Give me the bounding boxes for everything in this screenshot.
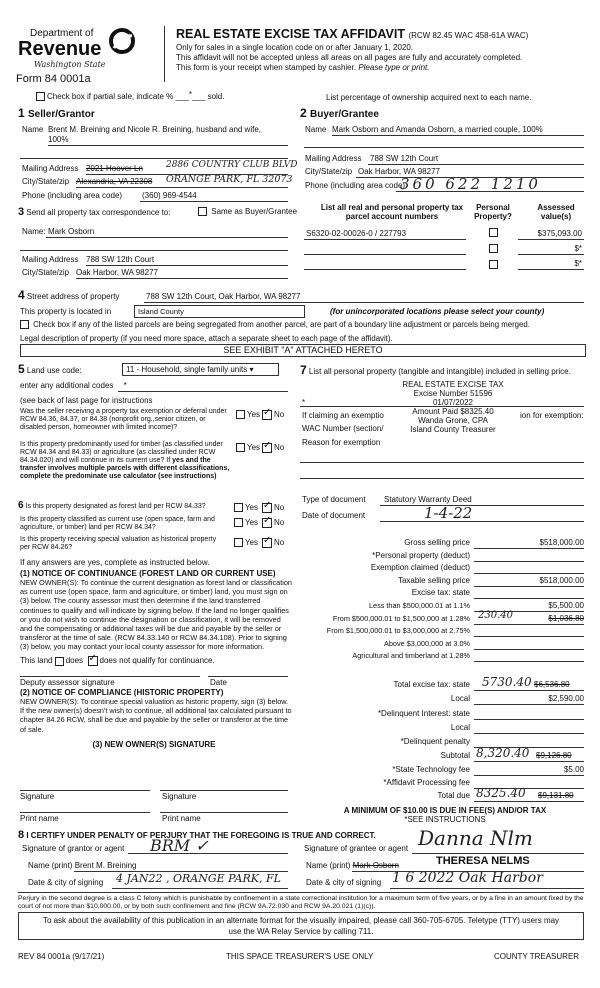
q-exemption-no[interactable]: ✓ No bbox=[262, 410, 284, 420]
corr-same[interactable]: Same as Buyer/Grantee bbox=[198, 207, 297, 216]
grantee-name-handwritten: THERESA NELMS bbox=[436, 855, 530, 867]
header-line1: Only for sales in a single location code on or after January 1, 2020. bbox=[176, 43, 414, 52]
calc-row-label: Above $3,000,000 at 3.0% bbox=[383, 639, 470, 648]
q-current-use-yes[interactable]: Yes bbox=[234, 518, 258, 527]
personal-checkbox-3[interactable] bbox=[489, 260, 500, 269]
subtotal-label: Subtotal bbox=[440, 751, 470, 760]
corr-mail: 788 SW 12th Court bbox=[86, 255, 155, 264]
q-forest-yes[interactable]: Yes bbox=[234, 503, 258, 512]
due-label: Total due bbox=[437, 791, 470, 800]
partial-right: List percentage of ownership acquired next to each name. bbox=[326, 93, 532, 102]
corr-name: Mark Osborn bbox=[48, 227, 95, 236]
q-historic: Is this property receiving special valuation as historical property per RCW 84.26? bbox=[20, 536, 217, 551]
assessed-1: $375,093.00 bbox=[537, 229, 582, 238]
buyer-name-label: Name bbox=[305, 125, 327, 134]
seller-heading: 1 Seller/Grantor bbox=[18, 106, 95, 120]
seller-mail-label: Mailing Address bbox=[22, 164, 79, 173]
partial-sale[interactable]: Check box if partial sale, indicate % ___*___ sold. bbox=[36, 92, 224, 101]
seller-phone-label: Phone (including area code) bbox=[22, 191, 123, 200]
tech-value: $5.00 bbox=[563, 765, 584, 774]
calc-row-label: From $1,500,000.01 to $3,000,000 at 2.75% bbox=[326, 626, 470, 635]
q-timber-yes[interactable]: Yes bbox=[236, 443, 260, 452]
calc-row-label: *Personal property (deduct) bbox=[372, 551, 470, 560]
claim-exemption: If claiming an exemptio bbox=[302, 411, 384, 420]
calc-row-value: $518,000.00 bbox=[539, 576, 584, 585]
grantee-date-label: Date & city of signing bbox=[306, 878, 382, 887]
footer-rev: REV 84 0001a (9/17/21) bbox=[18, 952, 105, 961]
grantee-date-handwritten: 1 6 2022 Oak Harbor bbox=[392, 870, 543, 886]
doc-type: Statutory Warranty Deed bbox=[384, 495, 472, 504]
see-instructions: *SEE INSTRUCTIONS bbox=[404, 815, 486, 824]
deputy-sig: Deputy assessor signature bbox=[20, 678, 115, 687]
doc-type-label: Type of document bbox=[302, 495, 366, 504]
seller-name: Brent M. Breining and Nicole R. Breining, husband and wife, bbox=[48, 125, 262, 134]
buyer-phone-label: Phone (including area code) bbox=[305, 181, 406, 190]
q-current-use-no[interactable]: ✓ No bbox=[262, 518, 284, 528]
grantor-signature: BRM ✓ bbox=[150, 836, 209, 855]
buyer-mail: 788 SW 12th Court bbox=[370, 154, 439, 163]
delinq-local-label: Local bbox=[450, 723, 470, 732]
delinq-state-label: *Delinquent Interest: state bbox=[377, 709, 470, 718]
perjury-notice: Perjury in the second degree is a class C felony which is punishable by confinement in a state correctional institution for a maximum term of five years, or by a fine in an amount fixed by the court of not more than $10,000.00, or by both such confinement and fine (RCW 9A.72.030 and RCW 9A.20.021 (1)(c)). bbox=[18, 892, 584, 911]
buyer-mail-label: Mailing Address bbox=[305, 154, 362, 163]
parcel-header-1: List all real and personal property tax parcel account numbers bbox=[320, 203, 464, 221]
buyer-city: Oak Harbor, WA 98277 bbox=[358, 167, 440, 176]
wac-number: WAC Number (section/ bbox=[302, 424, 384, 433]
form-number: Form 84 0001a bbox=[16, 73, 91, 85]
owner-print-1: Print name bbox=[20, 814, 59, 823]
landuse-select[interactable]: 11 - Household, single family units ▾ bbox=[122, 363, 279, 376]
notice2-heading: (2) NOTICE OF COMPLIANCE (HISTORIC PROPERTY) bbox=[20, 688, 224, 697]
local-label: Local bbox=[450, 694, 470, 703]
owner-sig-2: Signature bbox=[162, 792, 197, 801]
doc-date-label: Date of document bbox=[302, 511, 366, 520]
total-state-label: Total excise tax: state bbox=[393, 680, 470, 689]
form-title: REAL ESTATE EXCISE TAX AFFIDAVIT (RCW 82.45 WAC 458-61A WAC) bbox=[176, 27, 529, 41]
q-exemption-yes[interactable]: Yes bbox=[236, 410, 260, 419]
seller-city-label: City/State/zip bbox=[22, 177, 70, 186]
q-forest-no[interactable]: ✓ No bbox=[262, 503, 284, 513]
q-current-use: Is this property classified as current use (open space, farm and agriculture, or timber) land per RCW 84.34? bbox=[20, 516, 215, 531]
header-line3: This form is your receipt when stamped by cashier. Please type or print. bbox=[176, 63, 430, 72]
logo-state: Washington State bbox=[34, 60, 106, 69]
segregate-row[interactable]: Check box if any of the listed parcels are being segregated from another parcel, are part of a boundary line adjustment or parcels being merged. bbox=[20, 320, 530, 329]
parcel-row-1: S6320-02-00026-0 / 227793 bbox=[306, 229, 407, 238]
calc-row-label: From $500,000.01 to $1,500,000 at 1.28% bbox=[332, 614, 470, 623]
personal-checkbox-2[interactable] bbox=[489, 244, 500, 253]
treasurer-stamp: REAL ESTATE EXCISE TAX Excise Number 51596 01/07/2022 Amount Paid $8325.40 Wanda Grone, CPA Island County Treasurer bbox=[388, 380, 518, 434]
seller-city-old: Alexandria, VA 22308 bbox=[76, 177, 153, 186]
q-timber: Is this property predominantly used for timber (as classified under RCW 84.34 and 84.33) or agriculture (as classified under RCW 84.34.020) and will continue in its current use? If yes and the transfer involves multiple parcels with different classifications, complete the predominate use calculator (see instructions) bbox=[20, 441, 230, 480]
corr-name-label: Name: bbox=[22, 227, 46, 236]
buyer-heading: 2 Buyer/Grantee bbox=[300, 106, 379, 120]
subtotal-handwritten: 8,320.40 bbox=[476, 746, 530, 760]
assessed-3: $* bbox=[574, 259, 582, 268]
corr-city-label: City/State/zip bbox=[22, 268, 70, 277]
notice2-text: NEW OWNER(S): To continue special valuation as historic property, sign (3) below. If the new owner(s) doesn't wish to continue, all additional tax calculated pursuant to chapter 84.26 RCW, shall be due and payable by the seller or transferor at the time of sale. bbox=[20, 697, 292, 734]
logo-swirl-icon bbox=[108, 26, 136, 58]
grantee-sig-label: Signature of grantee or agent bbox=[304, 844, 409, 853]
calc-row-label: Gross selling price bbox=[404, 538, 470, 547]
logo-revenue: Revenue bbox=[18, 38, 102, 60]
owner-print-2: Print name bbox=[162, 814, 201, 823]
seller-phone: (360) 969-4544 bbox=[142, 191, 197, 200]
q-exemption: Was the seller receiving a property tax exemption or deferral under RCW 84.36, 84.37, or 84.38 (nonprofit org.,senior citizen, or disabled person, homeowner with limited income)? bbox=[20, 408, 227, 431]
seller-mail-old: 2021 Hoover Ln bbox=[86, 164, 143, 173]
accessibility-notice: To ask about the availability of this publication in an alternate format for the visually impaired, please call 360-705-6705. Teletype (TTY) users may use the WA Relay Service by calling 711. bbox=[18, 912, 584, 940]
parcel-header-3: Assessed value(s) bbox=[537, 203, 575, 221]
q-forest: 6 Is this property designated as forest land per RCW 84.33? bbox=[18, 500, 206, 511]
if-any: If any answers are yes, complete as instructed below. bbox=[20, 558, 210, 567]
corr-city: Oak Harbor, WA 98277 bbox=[76, 268, 158, 277]
seller-name2: 100% bbox=[48, 135, 69, 144]
notice1-text: NEW OWNER(S): To continue the current designation as forest land or classification as current use (open space, farm and agriculture, or timber) land, you must sign on (3) below. The county assessor must then determine if the land transferred continues to qualify and will indicate by signing below. If the land no longer qualifies or you do not wish to continue the designation or classification, it will be removed and the compensating or additional taxes will be due and payable by the seller or transferor at the time of sale. (RCW 84.33.140 or RCW 84.34.108). Prior to signing (3) below, you may contact your local county assessor for more information. bbox=[20, 578, 292, 652]
same-as-buyer-checkbox[interactable] bbox=[198, 207, 207, 216]
total-state-handwritten: 5730.40 bbox=[482, 675, 532, 689]
calc-row-value: $1,036.80 bbox=[548, 614, 584, 623]
aff-label: *Affidavit Processing fee bbox=[383, 778, 470, 787]
street-address: 788 SW 12th Court, Oak Harbor, WA 98277 bbox=[146, 292, 301, 301]
notice1-heading: (1) NOTICE OF CONTINUANCE (FOREST LAND OR CURRENT USE) bbox=[20, 569, 276, 578]
grantee-signature: Danna Nlm bbox=[418, 826, 533, 850]
see-back: (see back of last page for instructions bbox=[20, 396, 153, 405]
calc-row-label: Agricultural and timberland at 1.28% bbox=[352, 651, 470, 660]
corr-mail-label: Mailing Address bbox=[22, 255, 79, 264]
buyer-name: Mark Osborn and Amanda Osborn, a married couple, 100% bbox=[332, 125, 543, 134]
delinq-pen-label: *Delinquent penalty bbox=[400, 737, 470, 746]
footer-center: THIS SPACE TREASURER'S USE ONLY bbox=[226, 952, 374, 961]
tier2-handwritten: 230.40 bbox=[478, 610, 513, 621]
parcel-header-2: Personal Property? bbox=[474, 203, 512, 221]
seller-mail-handwritten: 2886 COUNTRY CLUB BLVD bbox=[166, 160, 298, 170]
county-select[interactable]: Island County bbox=[134, 305, 305, 318]
corr-label: 3 Send all property tax correspondence to: bbox=[18, 206, 171, 218]
seller-city-handwritten: ORANGE PARK, FL 32073 bbox=[166, 174, 293, 185]
does-not-checkbox[interactable] bbox=[88, 656, 98, 666]
partial-checkbox[interactable] bbox=[36, 92, 45, 101]
affidavit-page: Department of Revenue Washington State Form 84 0001a REAL ESTATE EXCISE TAX AFFIDAVIT (RCW 82.45 WAC 458-61A WAC) Only for sales in a single location code on or after January 1, 2020. This affidavit will not be accepted unless all areas on all pages are fully and accurately completed. This form is your receipt when stamped by cashier. Please type or print. Check box if partial sale, indicate % ___*___ sold. List percentage of ownership acquired next to each name. 1 Seller/Grantor Name Brent M. Breining and Nicole R. Breining, husband and wife, 100% Mailing Address 2021 Hoover Ln 2886 COUNTRY CLUB BLVD City/State/zip Alexandria, VA 22308 ORANGE PARK, FL 32073 Phone (including area code) (360) 969-4544 2 Buyer/Grantee Name Mark Osborn and Amanda Osborn, a married couple, 100% Mailing Address 788 SW 12th Court City/State/zip Oak Harbor, WA 98277 Phone (including area code) 360 622 1210 3 Send all property tax correspondence to: Same as Buyer/Grantee Name: Mark Osborn Mailing Address 788 SW 12th Court City/State/zip Oak Harbor, WA 98277 List all real and personal property tax parcel account numbers Personal Property? Assessed value(s) S6320-02-00026-0 / 227793 $375,093.00 $* $* 4 Street address of property 788 SW 12th Court, Oak Harbor, WA 98277 This property is located in Island County (for unincorporated locations please select your county) Check box if any of the listed parcels are being segregated from another parcel, are part of a boundary line adjustment or parcels being merged. Legal description of property (if you need more space, attach a separate sheet to each page of the affidavit). SEE EXHIBIT "A" ATTACHED HERETO 5 Land use code: 11 - Household, single family units ▾ enter any additional codes * (see back of last page for instructions Was the seller receiving a property tax exemption or deferral under RCW 84.36, 84.37, or 84.38 (nonprofit org.,senior citizen, or disabled person, homeowner with limited income)? Yes ✓ No Is this property predominantly used for timber (as classified under RCW 84.34 and 84.33) or agriculture (as classified under RCW 84.34.020) and will continue in its current use? If yes and the transfer involves multiple parcels with different classifications, complete the predominate use calculator (see instructions) Yes ✓ No 6 Is this property designated as forest land per RCW 84.33? Yes ✓ No Is this property classified as current use (open space, farm and agriculture, or timber) land per RCW 84.34? Yes ✓ No Is this property receiving special valuation as historical property per RCW 84.26? Yes ✓ No If any answers are yes, complete as instructed below. (1) NOTICE OF CONTINUANCE (FOREST LAND OR CURRENT USE) NEW OWNER(S): To continue the current designation as forest land or classification as current use (open space, farm and agriculture, or timber) land, you must sign on (3) below. The county assessor must then determine if the land transferred continues to qualify and will indicate by signing below. If the land no longer qualifies or you do not wish to continue the designation or classification, it will be removed and the compensating or additional taxes will be due and payable by the seller or transferor at the time of sale. (RCW 84.33.140 or RCW 84.34.108). Prior to signing (3) below, you may contact your local county assessor for more information. This land does ✓ does not qualify for continuance. Deputy assessor signature Date (2) NOTICE OF COMPLIANCE (HISTORIC PROPERTY) NEW OWNER(S): To continue special valuation as historic property, sign (3) below. If the new owner(s) doesn't wish to continue, all additional tax calculated pursuant to chapter 84.26 RCW, shall be due and payable by the seller or transferor at the time of sale. (3) NEW OWNER(S) SIGNATURE Signature Signature Print name Print name 7 List all personal property (tangible and intangible) included in selling price. REAL ESTATE EXCISE TAX Excise Number 51596 01/07/2022 Amount Paid $8325.40 Wanda Grone, CPA Island County Treasurer * If claiming an exemptio ion for exemption: WAC Number (section/ Reason for exemption Type of document Statutory Warranty Deed Date of document 1-4-22 Gross selling price $518,000.00 *Personal property (deduct) Exemption claimed (deduct) Taxable selling price $518,000.00 Excise tax: state Less than $500,000.01 at 1.1% $5,500.00 From $500,000.01 to $1,500,000 at 1.28% $1,036.80 From $1,500,000.01 to $3,000,000 at 2.75% Above $3,000,000 at 3.0% Agricultural and timberland at 1.28% 230.40 Total excise tax: state 5730.40 $6,536.80 Local $2,590.00 *Delinquent Interest: state Local *Delinquent penalty Subtotal 8,320.40 $9,126.80 *State Technology fee $5.00 *Affidavit Processing fee Total due 8325.40 $9,131.80 A MINIMUM OF $10.00 IS DUE IN FEE(S) AND/OR TAX *SEE INSTRUCTIONS 8 I CERTIFY UNDER PENALTY OF PERJURY THAT THE FOREGOING IS TRUE AND CORRECT. Signature of grantor or agent BRM ✓ Signature of grantee or agent Danna Nlm Name (print) Brent M. Breining Name (print) Mark Osborn THERESA NELMS Date & city of signing 4 JAN22 , ORANGE PARK, FL Date & city of signing 1 6 2022 Oak Harbor Perjury in the second degree is a class C felony which is punishable by confinement in a state correctional institution for a maximum term of five years, or by a fine in an amount fixed by the court of not more than $10,000.00, or by both such confinement and fine (RCW 9A.72.030 and RCW 9A.20.021 (1)(c)). To ask about the availability of this publication in an alternate format for the visually impaired, please call 360-705-6705. Teletype (TTY) users may use the WA Relay Service by calling 711. REV 84 0001a (9/17/21) THIS SPACE TREASURER'S USE ONLY COUNTY TREASURER bbox=[0, 0, 600, 988]
due-old: $9,131.80 bbox=[538, 791, 574, 800]
buyer-city-label: City/State/zip bbox=[305, 167, 353, 176]
minimum-due: A MINIMUM OF $10.00 IS DUE IN FEE(S) AND/OR TAX bbox=[343, 806, 547, 815]
street-label: 4 Street address of property bbox=[18, 288, 120, 302]
deputy-date: Date bbox=[210, 678, 227, 687]
legal-exhibit: SEE EXHIBIT "A" ATTACHED HERETO bbox=[20, 344, 586, 357]
assessed-2: $* bbox=[574, 244, 582, 253]
notice3-heading: (3) NEW OWNER(S) SIGNATURE bbox=[92, 740, 216, 749]
doc-date-handwritten: 1-4-22 bbox=[424, 504, 473, 522]
county-note: (for unincorporated locations please select your county) bbox=[330, 307, 545, 316]
calc-row-label: Excise tax: state bbox=[411, 588, 470, 597]
personal-property-label: 7 List all personal property (tangible and intangible) included in selling price. bbox=[300, 363, 571, 377]
total-state-old: $6,536.80 bbox=[534, 680, 570, 689]
header-line2: This affidavit will not be accepted unless all areas on all pages are fully and accurately completed. bbox=[176, 53, 523, 62]
calc-row-label: Less than $500,000.01 at 1.1% bbox=[368, 601, 470, 610]
calc-row-label: Taxable selling price bbox=[397, 576, 470, 585]
grantee-name-row: Name (print) Mark Osborn bbox=[306, 861, 399, 870]
logo-dept: Department of bbox=[30, 28, 94, 39]
grantor-sig-label: Signature of grantor or agent bbox=[22, 844, 125, 853]
seller-name-label: Name bbox=[22, 125, 44, 134]
grantor-date-label: Date & city of signing bbox=[28, 878, 104, 887]
tech-label: *State Technology fee bbox=[392, 765, 470, 774]
legal-label: Legal description of property (if you need more space, attach a separate sheet to each page of the affidavit). bbox=[20, 334, 393, 343]
q-timber-no[interactable]: ✓ No bbox=[262, 443, 284, 453]
land-qualify: This land does ✓ does not qualify for continuance. bbox=[20, 656, 215, 666]
subtotal-old: $9,126.80 bbox=[536, 751, 572, 760]
located-label: This property is located in bbox=[20, 307, 112, 316]
calc-row-value: $518,000.00 bbox=[539, 538, 584, 547]
q-historic-yes[interactable]: Yes bbox=[234, 538, 258, 547]
landuse-label: 5 Land use code: bbox=[18, 362, 82, 376]
claim-exemption-2: ion for exemption: bbox=[520, 411, 584, 420]
grantor-name-row: Name (print) Brent M. Breining bbox=[28, 861, 137, 870]
certify: 8 I CERTIFY UNDER PENALTY OF PERJURY THAT THE FOREGOING IS TRUE AND CORRECT. bbox=[18, 829, 376, 841]
reason-exemption: Reason for exemption bbox=[302, 438, 381, 447]
local-value: $2,590.00 bbox=[548, 694, 584, 703]
segregate-checkbox[interactable] bbox=[20, 320, 29, 329]
personal-checkbox-1[interactable] bbox=[489, 228, 500, 237]
due-handwritten: 8325.40 bbox=[476, 786, 526, 800]
does-checkbox[interactable] bbox=[55, 657, 64, 666]
buyer-phone-handwritten: 360 622 1210 bbox=[400, 175, 541, 193]
footer-right: COUNTY TREASURER bbox=[494, 952, 580, 961]
owner-sig-1: Signature bbox=[20, 792, 55, 801]
grantor-date-handwritten: 4 JAN22 , ORANGE PARK, FL bbox=[116, 872, 281, 885]
q-historic-no[interactable]: ✓ No bbox=[262, 538, 284, 548]
calc-row-value: $5,500.00 bbox=[548, 601, 584, 610]
calc-row-label: Exemption claimed (deduct) bbox=[370, 563, 470, 572]
additional-codes: enter any additional codes * bbox=[20, 381, 127, 390]
